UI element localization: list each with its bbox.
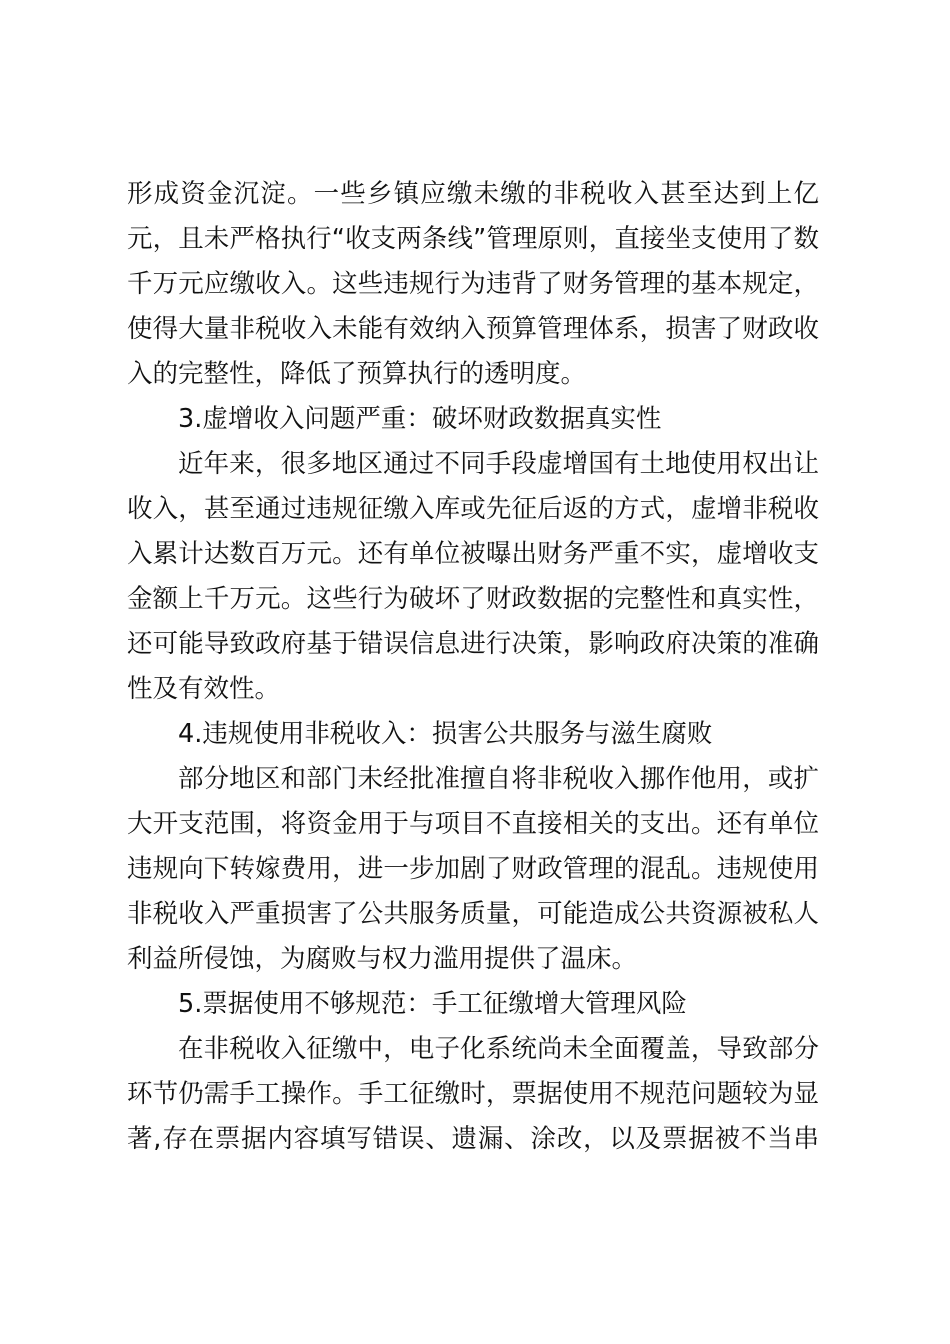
paragraph-line: 使得大量非税收入未能有效纳入预算管理体系，损害了财政收 <box>127 314 819 344</box>
section-heading: 5.票据使用不够规范：手工征缴增大管理风险 <box>178 989 687 1019</box>
document-body <box>127 172 819 1162</box>
paragraph-line: 违规向下转嫁费用，进一步加剧了财政管理的混乱。违规使用 <box>127 854 819 884</box>
paragraph-line: 收入，甚至通过违规征缴入库或先征后返的方式，虚增非税收 <box>127 494 819 524</box>
paragraph-line: 环节仍需手工操作。手工征缴时，票据使用不规范问题较为显 <box>127 1079 819 1109</box>
section-heading: 4.违规使用非税收入：损害公共服务与滋生腐败 <box>178 719 713 749</box>
paragraph-line: 千万元应缴收入。这些违规行为违背了财务管理的基本规定， <box>127 269 819 299</box>
paragraph-line: 还可能导致政府基于错误信息进行决策，影响政府决策的准确 <box>127 629 819 659</box>
paragraph-line: 利益所侵蚀，为腐败与权力滥用提供了温床。 <box>127 944 638 974</box>
section-heading: 3.虚增收入问题严重：破坏财政数据真实性 <box>178 404 662 434</box>
paragraph-line: 近年来，很多地区通过不同手段虚增国有土地使用权出让 <box>178 449 819 479</box>
paragraph-line: 在非税收入征缴中，电子化系统尚未全面覆盖，导致部分 <box>178 1034 819 1064</box>
paragraph-line: 形成资金沉淀。一些乡镇应缴未缴的非税收入甚至达到上亿 <box>127 179 819 209</box>
paragraph-line: 元，且未严格执行“收支两条线”管理原则，直接坐支使用了数 <box>127 224 819 254</box>
paragraph-line: 大开支范围，将资金用于与项目不直接相关的支出。还有单位 <box>127 809 819 839</box>
paragraph-line: 金额上千万元。这些行为破坏了财政数据的完整性和真实性， <box>127 584 819 614</box>
paragraph-line: 入的完整性，降低了预算执行的透明度。 <box>127 359 587 389</box>
paragraph-line: 部分地区和部门未经批准擅自将非税收入挪作他用，或扩 <box>178 764 819 794</box>
paragraph-line: 入累计达数百万元。还有单位被曝出财务严重不实，虚增收支 <box>127 539 819 569</box>
paragraph-line: 性及有效性。 <box>127 674 281 704</box>
paragraph-line: 非税收入严重损害了公共服务质量，可能造成公共资源被私人 <box>127 899 819 929</box>
paragraph-line: 著,存在票据内容填写错误、遗漏、涂改，以及票据被不当串 <box>127 1124 819 1154</box>
